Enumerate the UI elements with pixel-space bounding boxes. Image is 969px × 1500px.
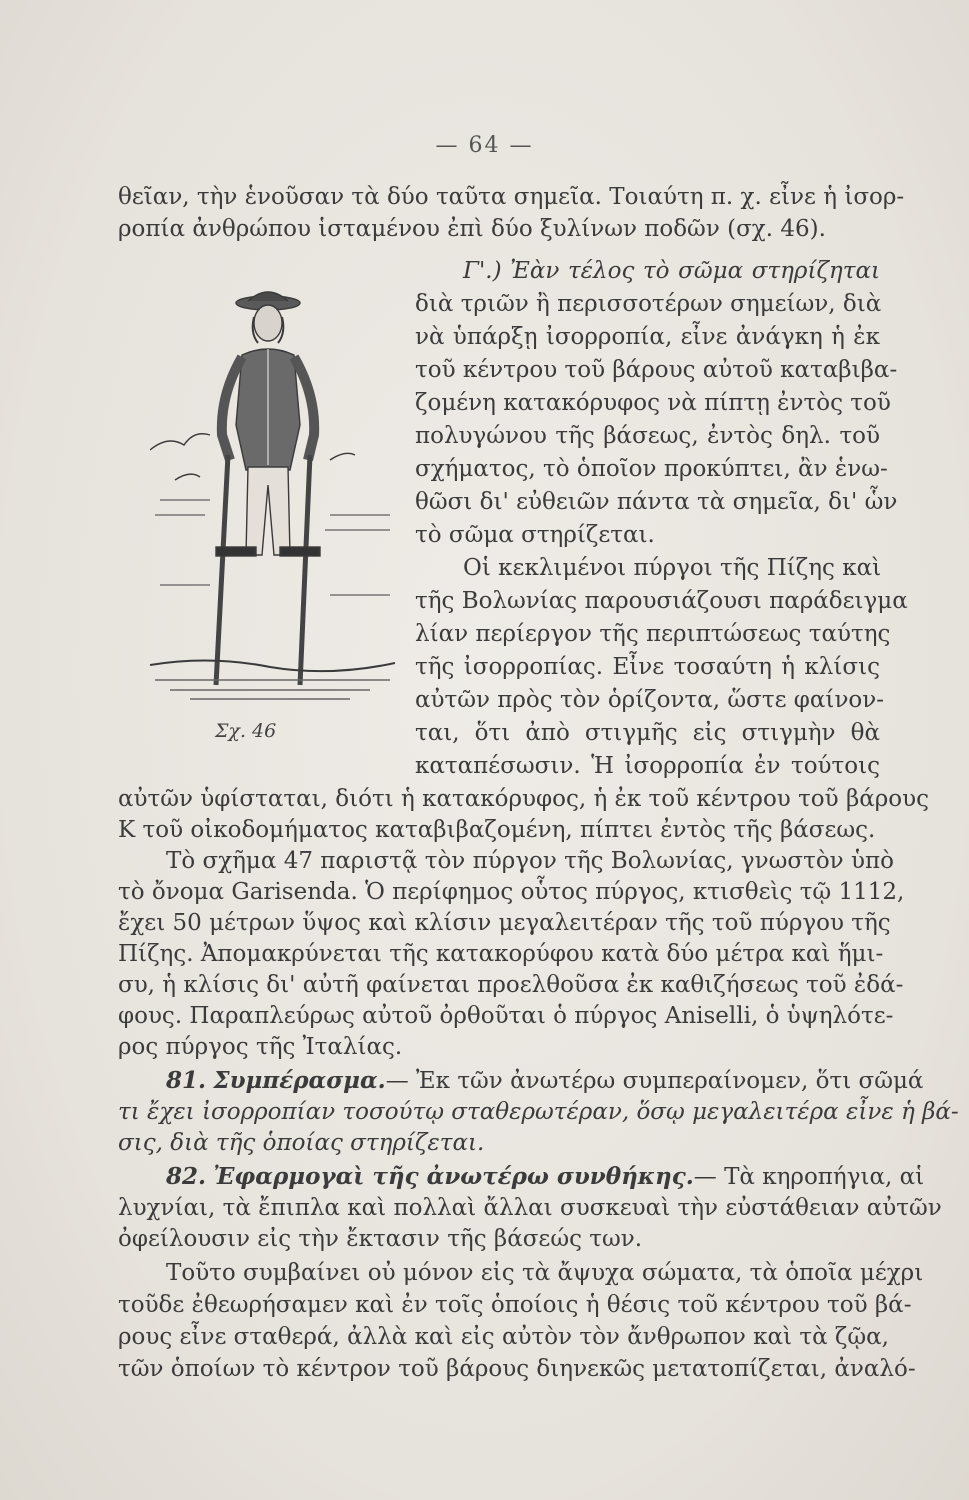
- text-line: συ, ἡ κλίσις δι' αὐτῆ φαίνεται προελθοῦσα ἐκ καθιζήσεως τοῦ ἐδά-: [118, 972, 904, 998]
- text-line: καταπέσωσιν. Ἡ ἰσορροπία ἐν τούτοις: [415, 753, 880, 779]
- text-line: τῶν ὁποίων τὸ κέντρον τοῦ βάρους διηνεκῶς μετατοπίζεται, ἀναλό-: [118, 1356, 916, 1382]
- text-line: ἔχει 50 μέτρων ὕψος καὶ κλίσιν μεγαλειτέραν τῆς τοῦ πύργου τῆς: [118, 910, 891, 936]
- text-line: τοῦδε ἐθεωρήσαμεν καὶ ἐν τοῖς ὁποίοις ἡ θέσις τοῦ κέντρου τοῦ βά-: [118, 1292, 912, 1318]
- text-line: Τοῦτο συμβαίνει οὐ μόνον εἰς τὰ ἄψυχα σώματα, τὰ ὁποῖα μέχρι: [166, 1260, 924, 1286]
- text-line: τι ἔχει ἰσορροπίαν τοσούτῳ σταθερωτέραν, ὅσῳ μεγαλειτέρα εἶνε ἡ βά-: [118, 1099, 959, 1125]
- text-line: Οἱ κεκλιμένοι πύργοι τῆς Πίζης καὶ: [463, 555, 882, 581]
- text-line: ρους εἶνε σταθερά, ἀλλὰ καὶ εἰς αὐτὸν τὸν ἄνθρωπον καὶ τὰ ζῷα,: [118, 1324, 889, 1350]
- section-82-number: 82.: [166, 1163, 207, 1190]
- section-81-text: — Ἐκ τῶν ἀνωτέρω συμπεραίνομεν, ὅτι σῶμά: [385, 1068, 924, 1094]
- section-82-line: [118, 1162, 925, 1192]
- stilt-walker-illustration: [150, 285, 395, 710]
- text-line: ροπία ἀνθρώπου ἱσταμένου ἐπὶ δύο ξυλίνων ποδῶν (σχ. 46).: [118, 216, 826, 242]
- figure-caption: Σχ. 46: [215, 720, 277, 742]
- text-line: φους. Παραπλεύρως αὐτοῦ ὀρθοῦται ὁ πύργος Aniselli, ὁ ὑψηλότε-: [118, 1003, 894, 1029]
- text-line: Γ'.) Ἐὰν τέλος τὸ σῶμα στηρίζηται: [463, 258, 880, 284]
- section-81-title: Συμπέρασμα.: [213, 1067, 386, 1094]
- text-line: ζομένη κατακόρυφος νὰ πίπτῃ ἐντὸς τοῦ: [415, 390, 891, 416]
- text-line: νὰ ὑπάρξῃ ἰσορροπία, εἶνε ἀνάγκη ἡ ἐκ: [415, 324, 880, 350]
- text-line: λυχνίαι, τὰ ἔπιπλα καὶ πολλαὶ ἄλλαι συσκευαὶ τὴν εὐστάθειαν αὐτῶν: [118, 1195, 942, 1221]
- text-line: τὸ ὄνομα Garisenda. Ὁ περίφημος οὗτος πύργος, κτισθεὶς τῷ 1112,: [118, 879, 905, 905]
- text-line: τῆς Βολωνίας παρουσιάζουσι παράδειγμα: [415, 588, 908, 614]
- text-line: Κ τοῦ οἰκοδομήματος καταβιβαζομένη, πίπτει ἐντὸς τῆς βάσεως.: [118, 817, 876, 843]
- text-line: Τὸ σχῆμα 47 παριστᾷ τὸν πύργον τῆς Βολωνίας, γνωστὸν ὑπὸ: [166, 848, 894, 874]
- text-line: σχήματος, τὸ ὁποῖον προκύπτει, ἂν ἑνω-: [415, 456, 888, 482]
- text-line: τοῦ κέντρου τοῦ βάρους αὐτοῦ καταβιβα-: [415, 357, 898, 383]
- text-line: ρος πύργος τῆς Ἰταλίας.: [118, 1034, 403, 1060]
- text-line: διὰ τριῶν ἢ περισσοτέρων σημείων, διὰ: [415, 291, 882, 317]
- text-line: θεῖαν, τὴν ἑνοῦσαν τὰ δύο ταῦτα σημεῖα. Τοιαύτη π. χ. εἶνε ἡ ἰσορ-: [118, 184, 905, 210]
- text-line: θῶσι δι' εὐθειῶν πάντα τὰ σημεῖα, δι' ὧν: [415, 489, 898, 515]
- text-line: τῆς ἰσορροπίας. Εἶνε τοσαύτη ἡ κλίσις: [415, 654, 880, 680]
- text-line: σις, διὰ τῆς ὁποίας στηρίζεται.: [118, 1130, 485, 1156]
- text-line: τὸ σῶμα στηρίζεται.: [415, 522, 655, 548]
- text-line: αὐτῶν πρὸς τὸν ὁρίζοντα, ὥστε φαίνον-: [415, 687, 885, 713]
- section-82-title: Ἐφαρμογαὶ τῆς ἀνωτέρω συνθήκης.: [213, 1163, 694, 1190]
- text-line: ὀφείλουσιν εἰς τὴν ἔκτασιν τῆς βάσεώς των.: [118, 1226, 643, 1252]
- text-line: ται, ὅτι ἀπὸ στιγμῆς εἰς στιγμὴν θὰ: [415, 720, 880, 746]
- section-82-text: — Τὰ κηροπήγια, αἱ: [693, 1164, 925, 1190]
- section-81-number: 81.: [166, 1067, 207, 1094]
- text-line: αὐτῶν ὑφίσταται, διότι ἡ κατακόρυφος, ἡ ἐκ τοῦ κέντρου τοῦ βάρους: [118, 786, 930, 812]
- page-number: — 64 —: [435, 133, 534, 158]
- text-line: λίαν περίεργον τῆς περιπτώσεως ταύτης: [415, 621, 891, 647]
- text-line: Πίζης. Ἀπομακρύνεται τῆς κατακορύφου κατὰ δύο μέτρα καὶ ἥμι-: [118, 941, 884, 967]
- text-line: πολυγώνου τῆς βάσεως, ἐντὸς δηλ. τοῦ: [415, 423, 880, 449]
- section-81-line: [118, 1066, 924, 1096]
